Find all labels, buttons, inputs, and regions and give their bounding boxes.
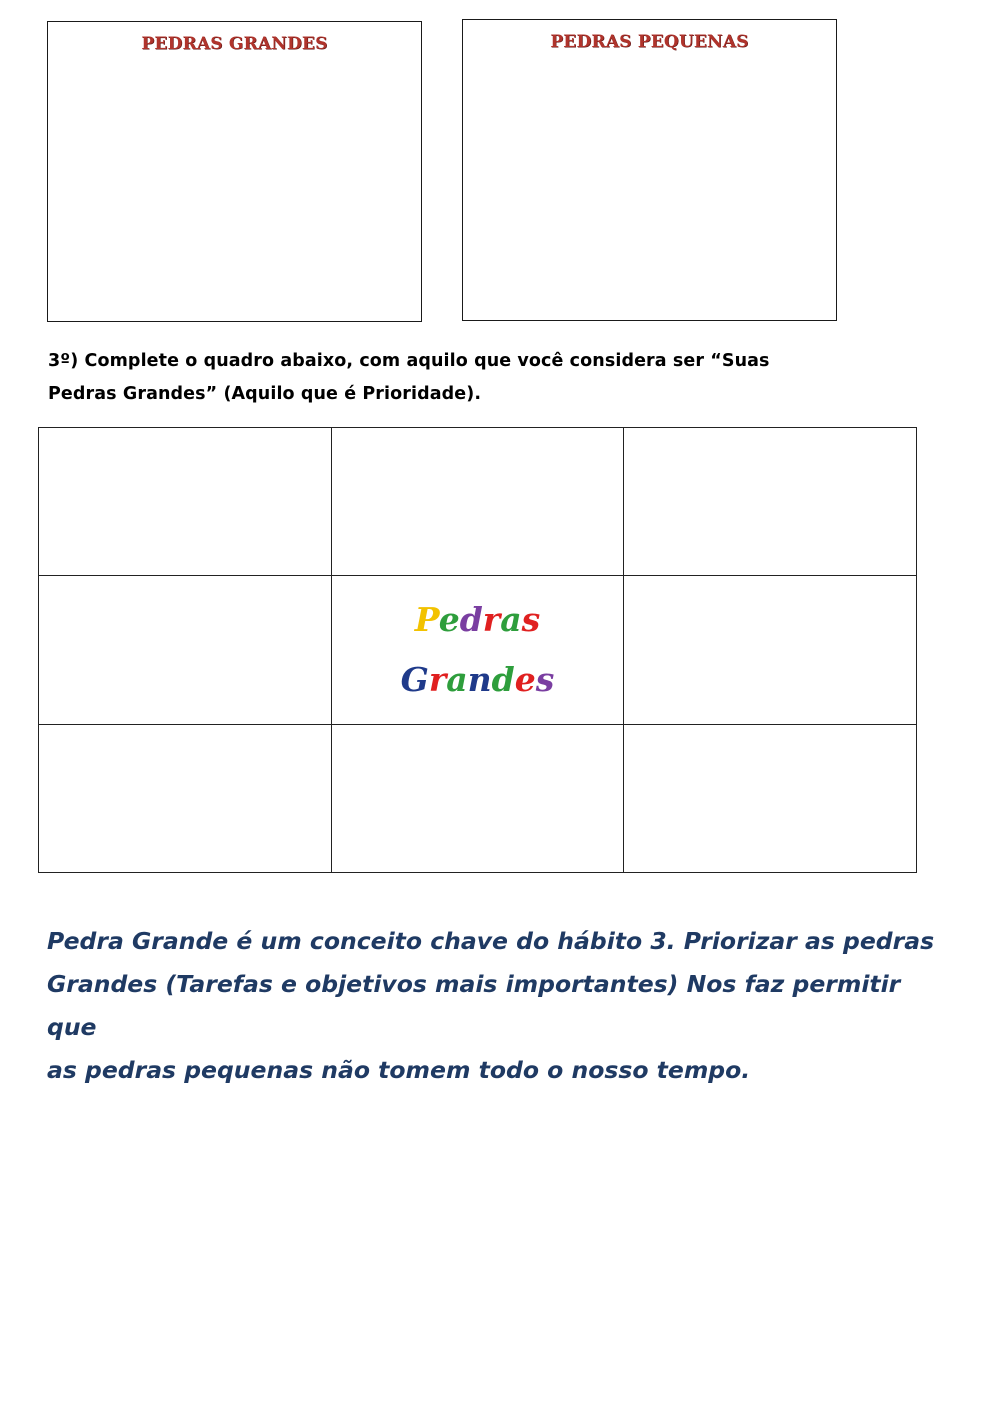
center-letter: a — [446, 659, 468, 699]
center-letter: d — [459, 599, 483, 639]
center-letter: s — [521, 599, 541, 639]
explanation-line-1: Pedra Grande é um conceito chave do hábito 3. Priorizar as pedras — [47, 927, 935, 955]
question-3-instruction — [48, 345, 908, 411]
center-word-grandes — [332, 650, 624, 710]
grid-cell-2-3[interactable] — [624, 576, 917, 724]
instruction-line-2: Pedras Grandes” (Aquilo que é Prioridade). — [48, 384, 482, 404]
center-letter: d — [491, 659, 515, 699]
center-letter: G — [400, 659, 429, 699]
big-stones-title: PEDRAS GRANDES — [141, 34, 328, 54]
grid-row-2 — [39, 576, 917, 724]
center-letter: n — [467, 659, 492, 699]
grid-cell-3-1[interactable] — [39, 724, 332, 872]
center-letter: a — [500, 599, 522, 639]
grid-row-1 — [39, 428, 917, 576]
center-word-pedras — [332, 590, 624, 650]
priorities-grid — [38, 427, 917, 873]
habit-3-explanation — [47, 920, 947, 1092]
instruction-line-1: 3º) Complete o quadro abaixo, com aquilo que você considera ser “Suas — [48, 351, 770, 371]
grid-cell-center — [331, 576, 624, 724]
explanation-line-2: Grandes (Tarefas e objetivos mais importantes) Nos faz permitir que — [47, 970, 901, 1041]
center-letter: e — [438, 599, 460, 639]
small-stones-box[interactable] — [462, 19, 837, 321]
grid-cell-3-2[interactable] — [331, 724, 624, 872]
grid-cell-3-3[interactable] — [624, 724, 917, 872]
center-letter: s — [535, 659, 555, 699]
center-letter: e — [514, 659, 536, 699]
grid-cell-2-1[interactable] — [39, 576, 332, 724]
big-stones-box[interactable] — [47, 21, 422, 322]
explanation-line-3: as pedras pequenas não tomem todo o nosso tempo. — [47, 1056, 751, 1084]
small-stones-title: PEDRAS PEQUENAS — [550, 32, 749, 52]
center-letter: r — [482, 599, 501, 639]
grid-cell-1-2[interactable] — [331, 428, 624, 576]
grid-row-3 — [39, 724, 917, 872]
grid-cell-1-3[interactable] — [624, 428, 917, 576]
grid-cell-1-1[interactable] — [39, 428, 332, 576]
center-letter: P — [414, 599, 439, 639]
center-letter: r — [428, 659, 447, 699]
